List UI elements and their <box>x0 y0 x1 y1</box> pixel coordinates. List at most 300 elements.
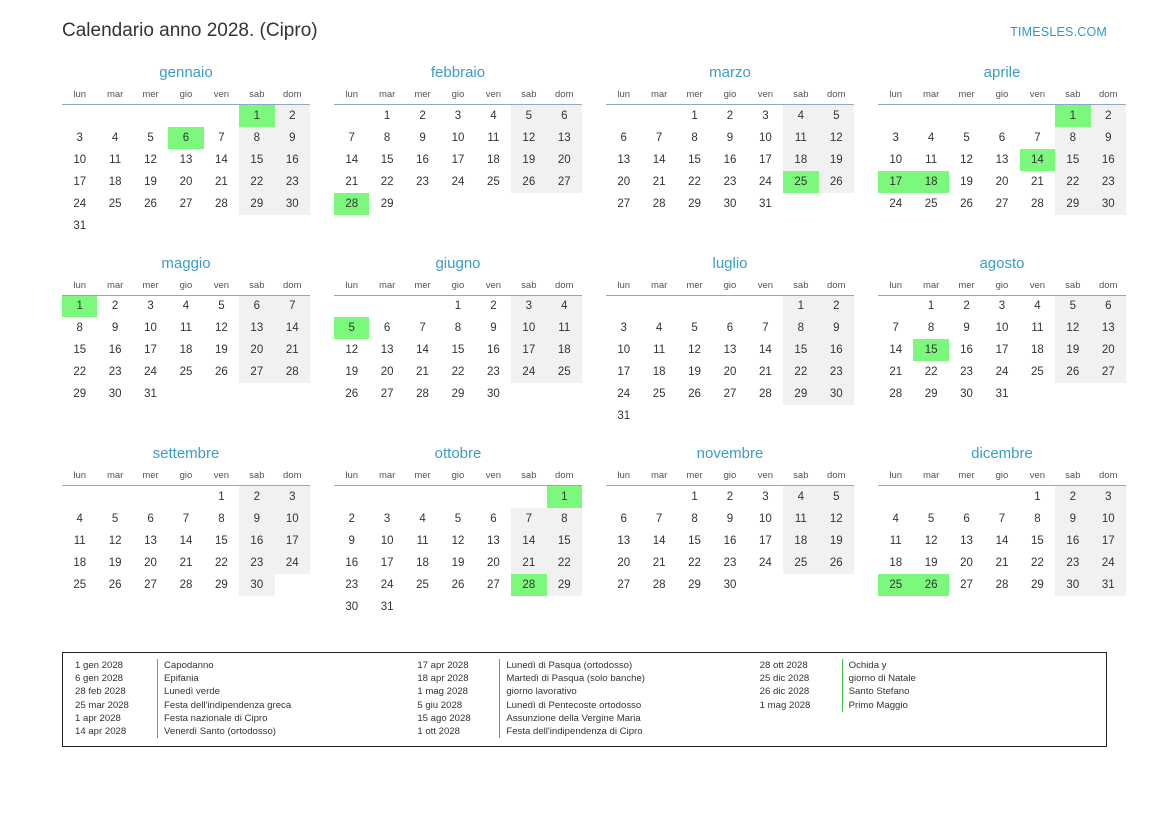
day-cell[interactable]: 24 <box>889 197 903 210</box>
day-cell[interactable]: 18 <box>783 149 818 171</box>
day-cell[interactable]: 7 <box>511 508 546 530</box>
day-cell[interactable]: 14 <box>759 344 772 356</box>
day-cell[interactable]: 20 <box>1091 339 1126 361</box>
day-cell[interactable]: 8 <box>76 322 83 334</box>
day-cell[interactable]: 27 <box>380 388 394 400</box>
day-cell[interactable]: 26 <box>451 578 465 591</box>
day-cell[interactable]: 2 <box>275 105 310 127</box>
day-cell[interactable]: 26 <box>215 366 228 378</box>
day-cell-holiday[interactable]: 1 <box>62 295 97 317</box>
day-cell[interactable]: 16 <box>960 344 973 356</box>
day-cell[interactable]: 30 <box>487 388 500 400</box>
day-cell[interactable]: 4 <box>1034 300 1041 313</box>
day-cell[interactable]: 2 <box>1055 486 1090 508</box>
day-cell[interactable]: 30 <box>960 388 973 400</box>
day-cell[interactable]: 8 <box>691 131 698 144</box>
day-cell[interactable]: 26 <box>108 578 122 591</box>
day-cell[interactable]: 29 <box>380 197 394 210</box>
day-cell[interactable]: 4 <box>927 131 935 144</box>
day-cell[interactable]: 3 <box>998 300 1006 313</box>
day-cell[interactable]: 6 <box>547 105 582 127</box>
day-cell[interactable]: 22 <box>688 175 701 188</box>
day-cell[interactable]: 17 <box>759 153 772 166</box>
day-cell[interactable]: 6 <box>998 131 1006 144</box>
day-cell[interactable]: 1 <box>691 490 698 503</box>
day-cell[interactable]: 25 <box>179 366 193 378</box>
day-cell[interactable]: 7 <box>762 322 769 334</box>
day-cell[interactable]: 6 <box>239 295 274 317</box>
day-cell[interactable]: 21 <box>652 556 666 569</box>
day-cell[interactable]: 23 <box>1055 552 1090 574</box>
day-cell[interactable]: 19 <box>1055 339 1090 361</box>
day-cell[interactable]: 2 <box>1091 105 1126 127</box>
day-cell[interactable]: 28 <box>215 197 228 210</box>
day-cell[interactable]: 24 <box>144 366 157 378</box>
day-cell[interactable]: 19 <box>345 366 359 378</box>
day-cell[interactable]: 9 <box>819 317 854 339</box>
day-cell[interactable]: 8 <box>1034 512 1041 525</box>
day-cell[interactable]: 13 <box>617 153 631 166</box>
day-cell[interactable]: 21 <box>759 366 772 378</box>
day-cell[interactable]: 17 <box>995 344 1009 356</box>
day-cell[interactable]: 5 <box>691 322 698 334</box>
day-cell[interactable]: 31 <box>617 410 631 422</box>
day-cell[interactable]: 16 <box>1055 530 1090 552</box>
day-cell[interactable]: 20 <box>617 175 631 188</box>
day-cell[interactable]: 10 <box>995 322 1009 334</box>
day-cell[interactable]: 4 <box>547 295 582 317</box>
day-cell[interactable]: 30 <box>723 578 737 591</box>
day-cell[interactable]: 31 <box>995 388 1009 400</box>
day-cell[interactable]: 15 <box>215 534 228 547</box>
day-cell[interactable]: 1 <box>927 300 935 313</box>
day-cell[interactable]: 16 <box>275 149 310 171</box>
day-cell[interactable]: 31 <box>1091 574 1126 596</box>
day-cell[interactable]: 5 <box>1055 295 1090 317</box>
day-cell[interactable]: 28 <box>1031 197 1044 210</box>
day-cell[interactable]: 27 <box>617 578 631 591</box>
day-cell[interactable]: 14 <box>652 153 666 166</box>
day-cell[interactable]: 3 <box>892 131 899 144</box>
day-cell[interactable]: 17 <box>144 344 157 356</box>
day-cell[interactable]: 3 <box>762 490 769 503</box>
day-cell[interactable]: 23 <box>960 366 973 378</box>
day-cell-holiday[interactable]: 14 <box>1020 149 1055 171</box>
day-cell[interactable]: 26 <box>1055 361 1090 383</box>
day-cell[interactable]: 22 <box>451 366 465 378</box>
day-cell[interactable]: 28 <box>416 388 429 400</box>
day-cell[interactable]: 22 <box>239 171 274 193</box>
day-cell[interactable]: 30 <box>819 383 854 405</box>
day-cell[interactable]: 30 <box>345 600 359 613</box>
day-cell[interactable]: 8 <box>383 131 391 144</box>
day-cell[interactable]: 13 <box>547 127 582 149</box>
day-cell[interactable]: 27 <box>960 578 973 591</box>
day-cell[interactable]: 9 <box>1055 508 1090 530</box>
day-cell[interactable]: 27 <box>239 361 274 383</box>
day-cell-holiday[interactable]: 18 <box>913 171 948 193</box>
day-cell[interactable]: 27 <box>617 197 631 210</box>
day-cell[interactable]: 19 <box>960 175 973 188</box>
day-cell[interactable]: 10 <box>1091 508 1126 530</box>
day-cell[interactable]: 14 <box>275 317 310 339</box>
day-cell[interactable]: 2 <box>111 300 119 313</box>
day-cell[interactable]: 23 <box>345 578 359 591</box>
day-cell[interactable]: 4 <box>490 109 497 122</box>
day-cell[interactable]: 1 <box>1034 490 1041 503</box>
day-cell[interactable]: 2 <box>726 109 734 122</box>
day-cell[interactable]: 11 <box>1031 322 1044 334</box>
day-cell[interactable]: 3 <box>454 109 462 122</box>
day-cell[interactable]: 16 <box>723 534 737 547</box>
day-cell[interactable]: 15 <box>783 339 818 361</box>
day-cell[interactable]: 5 <box>511 105 546 127</box>
day-cell[interactable]: 11 <box>416 534 429 547</box>
day-cell[interactable]: 8 <box>783 317 818 339</box>
day-cell[interactable]: 21 <box>215 175 228 188</box>
day-cell[interactable]: 18 <box>547 339 582 361</box>
day-cell[interactable]: 19 <box>511 149 546 171</box>
day-cell[interactable]: 12 <box>819 127 854 149</box>
day-cell[interactable]: 16 <box>239 530 274 552</box>
day-cell[interactable]: 22 <box>215 556 228 569</box>
day-cell[interactable]: 20 <box>617 556 631 569</box>
day-cell-holiday[interactable]: 15 <box>913 339 948 361</box>
day-cell[interactable]: 26 <box>144 197 157 210</box>
day-cell-holiday[interactable]: 25 <box>878 574 913 596</box>
day-cell[interactable]: 7 <box>1034 131 1041 144</box>
day-cell[interactable]: 6 <box>1091 295 1126 317</box>
day-cell[interactable]: 25 <box>924 197 938 210</box>
day-cell[interactable]: 18 <box>652 366 666 378</box>
day-cell[interactable]: 16 <box>1091 149 1126 171</box>
day-cell[interactable]: 1 <box>383 109 391 122</box>
day-cell[interactable]: 5 <box>111 512 119 525</box>
day-cell[interactable]: 6 <box>383 322 391 334</box>
day-cell[interactable]: 13 <box>960 534 973 547</box>
day-cell[interactable]: 23 <box>108 366 122 378</box>
day-cell[interactable]: 16 <box>819 339 854 361</box>
day-cell[interactable]: 21 <box>345 175 359 188</box>
day-cell[interactable]: 19 <box>451 556 465 569</box>
day-cell[interactable]: 11 <box>783 508 818 530</box>
day-cell[interactable]: 10 <box>759 512 772 525</box>
day-cell[interactable]: 21 <box>511 552 546 574</box>
day-cell[interactable]: 9 <box>348 534 355 547</box>
day-cell[interactable]: 24 <box>451 175 465 188</box>
day-cell[interactable]: 16 <box>416 153 429 166</box>
day-cell[interactable]: 10 <box>759 131 772 144</box>
day-cell[interactable]: 17 <box>380 556 394 569</box>
day-cell-holiday[interactable]: 1 <box>1055 105 1090 127</box>
day-cell[interactable]: 4 <box>182 300 190 313</box>
day-cell-holiday[interactable]: 6 <box>168 127 203 149</box>
day-cell[interactable]: 1 <box>691 109 698 122</box>
day-cell[interactable]: 28 <box>179 578 193 591</box>
day-cell[interactable]: 25 <box>547 361 582 383</box>
day-cell[interactable]: 30 <box>239 574 274 596</box>
day-cell[interactable]: 14 <box>511 530 546 552</box>
day-cell[interactable]: 12 <box>451 534 465 547</box>
day-cell[interactable]: 18 <box>487 153 500 166</box>
day-cell[interactable]: 29 <box>239 193 274 215</box>
day-cell[interactable]: 20 <box>239 339 274 361</box>
day-cell[interactable]: 22 <box>1031 556 1044 569</box>
day-cell[interactable]: 31 <box>144 388 157 400</box>
day-cell[interactable]: 8 <box>454 322 462 334</box>
day-cell[interactable]: 3 <box>275 486 310 508</box>
day-cell[interactable]: 12 <box>819 508 854 530</box>
day-cell[interactable]: 29 <box>451 388 465 400</box>
day-cell[interactable]: 15 <box>239 149 274 171</box>
day-cell[interactable]: 8 <box>239 127 274 149</box>
day-cell[interactable]: 2 <box>726 490 734 503</box>
day-cell[interactable]: 13 <box>144 534 157 547</box>
day-cell[interactable]: 7 <box>182 512 190 525</box>
day-cell[interactable]: 12 <box>960 153 973 166</box>
day-cell[interactable]: 12 <box>108 534 122 547</box>
day-cell[interactable]: 1 <box>454 300 462 313</box>
day-cell[interactable]: 27 <box>995 197 1009 210</box>
day-cell[interactable]: 5 <box>218 300 225 313</box>
day-cell[interactable]: 12 <box>688 344 701 356</box>
day-cell[interactable]: 19 <box>688 366 701 378</box>
day-cell[interactable]: 21 <box>995 556 1009 569</box>
day-cell[interactable]: 29 <box>783 383 818 405</box>
day-cell[interactable]: 30 <box>1055 574 1090 596</box>
day-cell[interactable]: 19 <box>215 344 228 356</box>
day-cell[interactable]: 18 <box>73 556 87 569</box>
day-cell[interactable]: 3 <box>762 109 769 122</box>
day-cell[interactable]: 30 <box>108 388 122 400</box>
day-cell-holiday[interactable]: 5 <box>334 317 369 339</box>
day-cell[interactable]: 11 <box>180 322 192 334</box>
day-cell[interactable]: 14 <box>889 344 903 356</box>
day-cell[interactable]: 14 <box>416 344 429 356</box>
day-cell[interactable]: 27 <box>1091 361 1126 383</box>
day-cell[interactable]: 23 <box>239 552 274 574</box>
day-cell[interactable]: 15 <box>1055 149 1090 171</box>
day-cell[interactable]: 24 <box>275 552 310 574</box>
day-cell[interactable]: 19 <box>144 175 157 188</box>
day-cell[interactable]: 7 <box>348 131 355 144</box>
day-cell[interactable]: 31 <box>759 197 772 210</box>
day-cell[interactable]: 23 <box>819 361 854 383</box>
day-cell[interactable]: 22 <box>924 366 938 378</box>
day-cell[interactable]: 12 <box>1055 317 1090 339</box>
day-cell[interactable]: 11 <box>109 153 122 166</box>
day-cell[interactable]: 3 <box>383 512 391 525</box>
day-cell[interactable]: 9 <box>726 131 734 144</box>
day-cell[interactable]: 25 <box>1031 366 1044 378</box>
day-cell[interactable]: 21 <box>275 339 310 361</box>
day-cell[interactable]: 11 <box>653 344 666 356</box>
day-cell[interactable]: 4 <box>783 486 818 508</box>
day-cell[interactable]: 23 <box>416 175 429 188</box>
day-cell-holiday[interactable]: 28 <box>334 193 369 215</box>
day-cell[interactable]: 7 <box>419 322 426 334</box>
day-cell[interactable]: 6 <box>726 322 734 334</box>
day-cell[interactable]: 3 <box>76 131 83 144</box>
day-cell[interactable]: 6 <box>620 512 627 525</box>
day-cell[interactable]: 24 <box>759 556 772 569</box>
day-cell[interactable]: 1 <box>783 295 818 317</box>
day-cell[interactable]: 30 <box>723 197 737 210</box>
day-cell[interactable]: 15 <box>688 153 701 166</box>
day-cell[interactable]: 28 <box>275 361 310 383</box>
day-cell[interactable]: 18 <box>1031 344 1044 356</box>
day-cell[interactable]: 11 <box>73 534 86 547</box>
day-cell[interactable]: 9 <box>490 322 497 334</box>
day-cell[interactable]: 24 <box>759 175 772 188</box>
day-cell[interactable]: 2 <box>819 295 854 317</box>
day-cell[interactable]: 7 <box>655 131 663 144</box>
day-cell[interactable]: 10 <box>889 153 903 166</box>
day-cell-holiday[interactable]: 25 <box>783 171 818 193</box>
day-cell[interactable]: 15 <box>688 534 701 547</box>
day-cell[interactable]: 5 <box>454 512 462 525</box>
day-cell[interactable]: 18 <box>179 344 193 356</box>
day-cell[interactable]: 28 <box>759 388 772 400</box>
day-cell[interactable]: 26 <box>345 388 359 400</box>
day-cell[interactable]: 10 <box>73 153 87 166</box>
day-cell[interactable]: 18 <box>416 556 429 569</box>
day-cell[interactable]: 3 <box>147 300 154 313</box>
day-cell[interactable]: 11 <box>547 317 582 339</box>
day-cell[interactable]: 12 <box>144 153 157 166</box>
day-cell[interactable]: 12 <box>215 322 228 334</box>
day-cell[interactable]: 17 <box>1091 530 1126 552</box>
day-cell[interactable]: 4 <box>892 512 899 525</box>
day-cell[interactable]: 11 <box>783 127 818 149</box>
day-cell[interactable]: 17 <box>275 530 310 552</box>
day-cell[interactable]: 10 <box>451 131 465 144</box>
day-cell[interactable]: 7 <box>275 295 310 317</box>
day-cell[interactable]: 7 <box>892 322 899 334</box>
day-cell[interactable]: 14 <box>345 153 359 166</box>
day-cell[interactable]: 23 <box>275 171 310 193</box>
day-cell[interactable]: 10 <box>275 508 310 530</box>
day-cell[interactable]: 3 <box>620 322 627 334</box>
day-cell[interactable]: 1 <box>218 490 225 503</box>
day-cell[interactable]: 14 <box>215 153 228 166</box>
day-cell[interactable]: 20 <box>380 366 394 378</box>
day-cell[interactable]: 21 <box>1031 175 1044 188</box>
day-cell[interactable]: 25 <box>652 388 666 400</box>
day-cell[interactable]: 20 <box>960 556 973 569</box>
day-cell[interactable]: 16 <box>108 344 122 356</box>
day-cell[interactable]: 21 <box>179 556 193 569</box>
day-cell[interactable]: 5 <box>819 105 854 127</box>
day-cell[interactable]: 3 <box>1091 486 1126 508</box>
day-cell[interactable]: 24 <box>511 361 546 383</box>
day-cell[interactable]: 9 <box>239 508 274 530</box>
day-cell[interactable]: 20 <box>723 366 737 378</box>
day-cell[interactable]: 25 <box>416 578 429 591</box>
day-cell[interactable]: 28 <box>652 578 666 591</box>
day-cell[interactable]: 7 <box>218 131 225 144</box>
day-cell[interactable]: 12 <box>345 344 359 356</box>
day-cell[interactable]: 25 <box>73 578 87 591</box>
day-cell[interactable]: 16 <box>487 344 500 356</box>
day-cell[interactable]: 17 <box>73 175 87 188</box>
day-cell[interactable]: 13 <box>239 317 274 339</box>
day-cell[interactable]: 17 <box>511 339 546 361</box>
day-cell[interactable]: 25 <box>487 175 500 188</box>
day-cell[interactable]: 15 <box>547 530 582 552</box>
day-cell[interactable]: 23 <box>1091 171 1126 193</box>
day-cell[interactable]: 13 <box>995 153 1009 166</box>
day-cell[interactable]: 30 <box>1091 193 1126 215</box>
day-cell[interactable]: 23 <box>723 175 737 188</box>
day-cell[interactable]: 15 <box>1031 534 1044 547</box>
day-cell[interactable]: 29 <box>73 388 87 400</box>
day-cell[interactable]: 28 <box>889 388 903 400</box>
day-cell[interactable]: 22 <box>783 361 818 383</box>
day-cell[interactable]: 9 <box>1091 127 1126 149</box>
day-cell-holiday[interactable]: 28 <box>511 574 546 596</box>
day-cell[interactable]: 26 <box>511 171 546 193</box>
day-cell[interactable]: 19 <box>108 556 122 569</box>
day-cell[interactable]: 2 <box>348 512 355 525</box>
day-cell[interactable]: 19 <box>924 556 938 569</box>
day-cell[interactable]: 30 <box>275 193 310 215</box>
day-cell[interactable]: 24 <box>617 388 631 400</box>
day-cell[interactable]: 18 <box>108 175 122 188</box>
day-cell[interactable]: 21 <box>652 175 666 188</box>
day-cell[interactable]: 5 <box>963 131 970 144</box>
day-cell[interactable]: 19 <box>819 149 854 171</box>
day-cell[interactable]: 14 <box>995 534 1009 547</box>
day-cell[interactable]: 6 <box>963 512 970 525</box>
day-cell[interactable]: 22 <box>73 366 87 378</box>
day-cell[interactable]: 8 <box>547 508 582 530</box>
day-cell[interactable]: 24 <box>73 197 87 210</box>
day-cell[interactable]: 22 <box>688 556 701 569</box>
day-cell[interactable]: 29 <box>547 574 582 596</box>
day-cell[interactable]: 10 <box>380 534 394 547</box>
day-cell[interactable]: 10 <box>617 344 631 356</box>
day-cell[interactable]: 24 <box>380 578 394 591</box>
day-cell[interactable]: 20 <box>995 175 1009 188</box>
day-cell[interactable]: 20 <box>547 149 582 171</box>
day-cell[interactable]: 17 <box>451 153 465 166</box>
day-cell[interactable]: 23 <box>487 366 500 378</box>
day-cell[interactable]: 15 <box>451 344 465 356</box>
day-cell[interactable]: 21 <box>416 366 429 378</box>
day-cell[interactable]: 12 <box>924 534 938 547</box>
day-cell[interactable]: 6 <box>620 131 627 144</box>
day-cell[interactable]: 22 <box>547 552 582 574</box>
day-cell[interactable]: 22 <box>1055 171 1090 193</box>
day-cell-holiday[interactable]: 17 <box>878 171 913 193</box>
day-cell[interactable]: 13 <box>179 153 193 166</box>
day-cell[interactable]: 2 <box>490 300 497 313</box>
day-cell[interactable]: 22 <box>380 175 394 188</box>
day-cell[interactable]: 8 <box>1055 127 1090 149</box>
day-cell[interactable]: 15 <box>380 153 394 166</box>
day-cell[interactable]: 6 <box>147 512 154 525</box>
day-cell[interactable]: 2 <box>419 109 426 122</box>
day-cell[interactable]: 20 <box>179 175 193 188</box>
day-cell[interactable]: 29 <box>1055 193 1090 215</box>
day-cell[interactable]: 8 <box>218 512 225 525</box>
day-cell[interactable]: 20 <box>487 556 500 569</box>
day-cell[interactable]: 23 <box>723 556 737 569</box>
day-cell[interactable]: 4 <box>111 131 119 144</box>
day-cell[interactable]: 14 <box>179 534 193 547</box>
day-cell[interactable]: 12 <box>511 127 546 149</box>
